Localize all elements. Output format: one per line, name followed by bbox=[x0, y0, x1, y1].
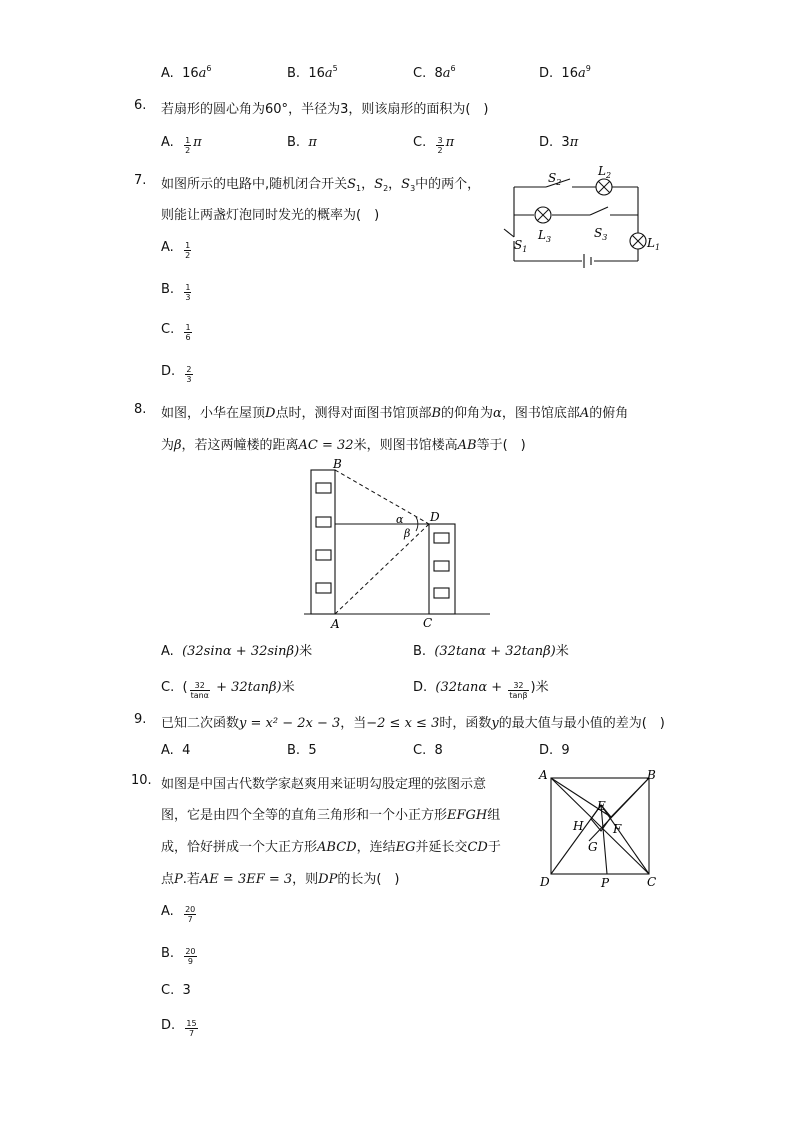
label-l1: $L_1$ bbox=[647, 236, 661, 252]
q7-option-c[interactable]: C. $\frac{1}{6}$ bbox=[161, 322, 191, 342]
fraction: $\frac{32}{\tan\alpha}$ bbox=[190, 681, 209, 700]
q5-option-c[interactable]: C. $8a^6$ bbox=[413, 64, 456, 81]
label-s1: $S_1$ bbox=[514, 238, 528, 254]
fraction: $\frac{1}{6}$ bbox=[185, 323, 191, 342]
label-s3: $S_3$ bbox=[594, 226, 608, 242]
q10-option-a[interactable]: A. $\frac{20}{7}$ bbox=[161, 904, 196, 924]
q8-option-d[interactable]: D. (32tanα + $\frac{32}{\tan\beta}$ )米 bbox=[413, 680, 549, 700]
label-beta: β bbox=[404, 527, 411, 540]
q10-zhao-shuang-diagram bbox=[535, 765, 665, 891]
q10-stem-line4: 点P.若AE = 3EF = 3，则DP的长为( ) bbox=[161, 872, 400, 887]
q7-circuit-diagram bbox=[498, 163, 668, 271]
label-b: B bbox=[333, 457, 342, 471]
q8-stem-line1: 如图，小华在屋顶D点时，测得对面图书馆顶部B的仰角为α，图书馆底部A的俯角 bbox=[161, 406, 629, 421]
label-l2: $L_2$ bbox=[598, 164, 612, 180]
q8-number: 8. bbox=[134, 402, 147, 417]
q10-option-c[interactable]: C. 3 bbox=[161, 983, 191, 998]
q9-option-a[interactable]: A. 4 bbox=[161, 743, 191, 758]
q10-stem-line1: 如图是中国古代数学家赵爽用来证明勾股定理的弦图示意 bbox=[161, 777, 487, 792]
label-g: G bbox=[588, 840, 598, 854]
q8-option-b[interactable]: B. (32tanα + 32tanβ)米 bbox=[413, 644, 569, 659]
q7-stem-line2: 则能让两盏灯泡同时发光的概率为( ) bbox=[161, 208, 380, 223]
label-c: C bbox=[647, 875, 657, 889]
fraction: $\frac{20}{9}$ bbox=[185, 947, 196, 966]
q6-number: 6. bbox=[134, 98, 147, 113]
q8-stem-line2: 为β，若这两幢楼的距离AC = 32米，则图书馆楼高AB等于( ) bbox=[161, 438, 526, 453]
fraction: $\frac{3}{2}$ bbox=[437, 136, 443, 155]
label-l3: $L_3$ bbox=[538, 228, 552, 244]
q5-option-d[interactable]: D. $16a^9$ bbox=[539, 64, 591, 81]
q9-option-d[interactable]: D. 9 bbox=[539, 743, 570, 758]
label-h: H bbox=[573, 819, 584, 833]
label-c: C bbox=[423, 616, 433, 630]
q6-stem: 若扇形的圆心角为60°，半径为3，则该扇形的面积为( ) bbox=[161, 102, 489, 117]
label-s2: $S_2$ bbox=[548, 171, 562, 187]
q10-stem-line3: 成，恰好拼成一个大正方形ABCD，连结EG并延长交CD于 bbox=[161, 840, 501, 855]
fraction: $\frac{1}{3}$ bbox=[185, 283, 191, 302]
label-b: B bbox=[647, 768, 656, 782]
q8-option-a[interactable]: A. (32sinα + 32sinβ)米 bbox=[161, 644, 313, 659]
fraction: $\frac{20}{7}$ bbox=[185, 905, 196, 924]
label-a: A bbox=[539, 768, 548, 782]
label-alpha: α bbox=[396, 513, 404, 526]
q7-number: 7. bbox=[134, 173, 147, 188]
fraction: $\frac{1}{2}$ bbox=[185, 136, 191, 155]
house-building bbox=[429, 524, 455, 614]
q9-option-b[interactable]: B. 5 bbox=[287, 743, 317, 758]
q7-option-a[interactable]: A. $\frac{1}{2}$ bbox=[161, 240, 191, 260]
fraction: $\frac{2}{3}$ bbox=[186, 365, 192, 384]
q6-option-d[interactable]: D. 3π bbox=[539, 135, 579, 150]
label-d: D bbox=[430, 510, 440, 524]
fraction: $\frac{1}{2}$ bbox=[185, 241, 191, 260]
label-d: D bbox=[540, 875, 550, 889]
label-p: P bbox=[601, 876, 610, 890]
fraction: $\frac{32}{\tan\beta}$ bbox=[509, 681, 528, 700]
q5-option-b[interactable]: B. $16a^5$ bbox=[287, 64, 338, 81]
q7-stem-line1: 如图所示的电路中,随机闭合开关$S_1$，$S_2$，$S_3$中的两个， bbox=[161, 177, 481, 193]
label-a: A bbox=[331, 617, 340, 631]
q8-buildings-diagram bbox=[300, 455, 500, 633]
q5-option-a[interactable]: A. $16a^6$ bbox=[161, 64, 212, 81]
q10-option-d[interactable]: D. $\frac{15}{7}$ bbox=[161, 1018, 197, 1038]
q6-option-a[interactable]: A. $\frac{1}{2}$ π bbox=[161, 135, 202, 155]
label-e: E bbox=[597, 799, 606, 813]
q6-option-b[interactable]: B. π bbox=[287, 135, 317, 150]
label-f: F bbox=[613, 822, 622, 836]
q9-stem: 已知二次函数y = x² − 2x − 3，当−2 ≤ x ≤ 3时，函数y的最大值与最小值的差为( ) bbox=[161, 716, 665, 731]
q7-option-d[interactable]: D. $\frac{2}{3}$ bbox=[161, 364, 192, 384]
q9-number: 9. bbox=[134, 712, 147, 727]
q10-option-b[interactable]: B. $\frac{20}{9}$ bbox=[161, 946, 196, 966]
q9-option-c[interactable]: C. 8 bbox=[413, 743, 443, 758]
q6-option-c[interactable]: C. $\frac{3}{2}$ π bbox=[413, 135, 455, 155]
q8-option-c[interactable]: C. ( $\frac{32}{\tan\alpha}$ + 32tanβ)米 bbox=[161, 680, 295, 700]
fraction: $\frac{15}{7}$ bbox=[186, 1019, 197, 1038]
q10-number: 10. bbox=[131, 773, 152, 788]
q7-option-b[interactable]: B. $\frac{1}{3}$ bbox=[161, 282, 191, 302]
q10-stem-line2: 图，它是由四个全等的直角三角形和一个小正方形EFGH组 bbox=[161, 808, 501, 823]
